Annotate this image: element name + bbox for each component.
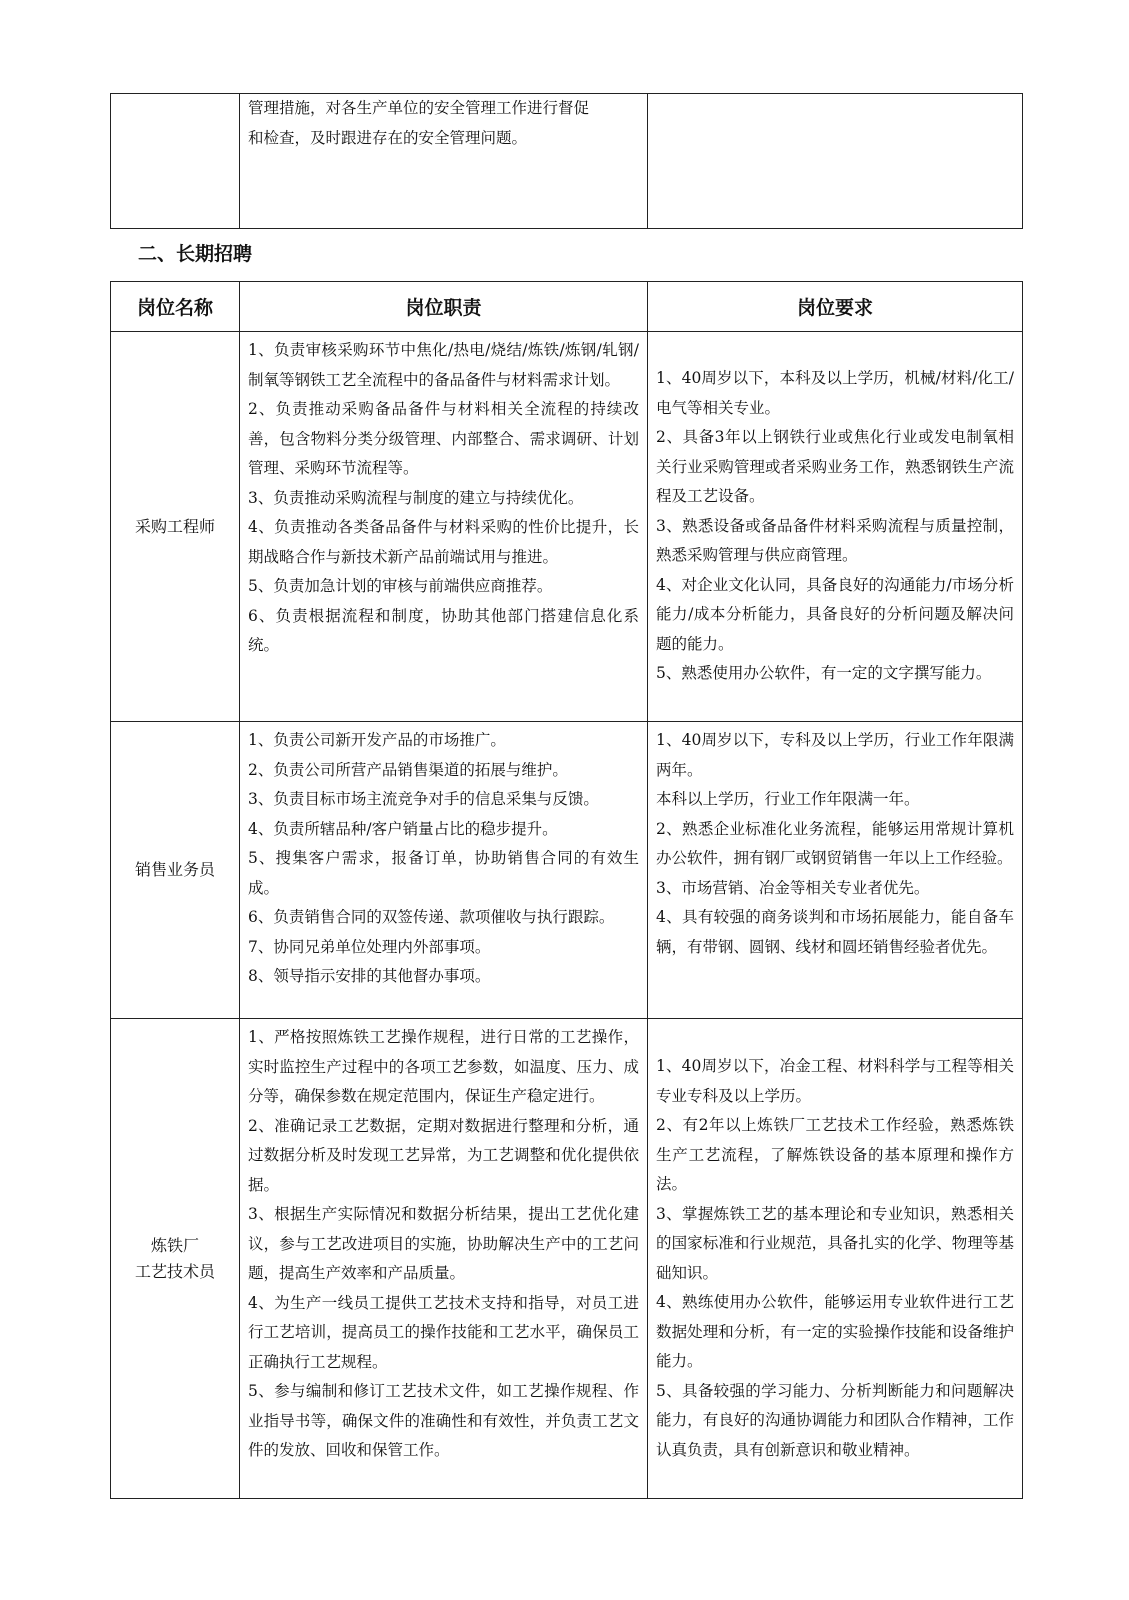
duty-item: 1、负责公司新开发产品的市场推广。 — [248, 731, 506, 749]
requirement-item: 4、熟练使用办公软件，能够运用专业软件进行工艺数据处理和分析，有一定的实验操作技能和设备维护能力。 — [656, 1293, 1014, 1370]
duty-item: 5、参与编制和修订工艺技术文件，如工艺操作规程、作业指导书等，确保文件的准确性和有效性，并负责工艺文件的发放、回收和保管工作。 — [248, 1382, 639, 1459]
header-position-requirements: 岗位要求 — [648, 282, 1023, 332]
requirement-item: 3、市场营销、冶金等相关专业者优先。 — [656, 878, 930, 897]
requirement-item: 3、掌握炼铁工艺的基本理论和专业知识，熟悉相关的国家标准和行业规范，具备扎实的化学、物理等基础知识。 — [656, 1204, 1014, 1282]
continuation-name-cell — [111, 94, 240, 229]
continuation-duty-cell — [240, 94, 648, 229]
requirement-item: 1、40周岁以下，本科及以上学历，机械/材料/化工/电气等相关专业。 — [656, 369, 1014, 417]
position-name: 采购工程师 — [134, 516, 215, 536]
duty-item: 6、负责销售合同的双签传递、款项催收与执行跟踪。 — [248, 908, 615, 926]
requirement-item: 1、40周岁以下，专科及以上学历，行业工作年限满两年。 — [656, 731, 1014, 779]
position-name: 工艺技术员 — [134, 1261, 215, 1281]
continuation-table — [110, 93, 1023, 229]
requirement-item: 3、熟悉设备或备品备件材料采购流程与质量控制，熟悉采购管理与供应商管理。 — [656, 516, 1014, 565]
duty-item: 5、搜集客户需求，报备订单，协助销售合同的有效生成。 — [248, 849, 639, 897]
section-heading: 二、长期招聘 — [138, 243, 253, 265]
position-name-cell — [111, 722, 240, 1019]
requirement-item: 2、有2年以上炼铁厂工艺技术工作经验，熟悉炼铁生产工艺流程，了解炼铁设备的基本原理和操作方法。 — [656, 1116, 1014, 1193]
table-header-row — [111, 282, 1023, 332]
position-name-cell — [111, 332, 240, 722]
table-row — [111, 722, 1023, 1019]
duties-cell — [240, 332, 648, 722]
requirements-cell — [648, 1019, 1023, 1499]
jobs-table — [110, 281, 1023, 1499]
duty-item: 4、负责推动各类备品备件与材料采购的性价比提升，长期战略合作与新技术新产品前端试用与推进。 — [248, 518, 639, 566]
duties-cell — [240, 722, 648, 1019]
duty-item: 3、根据生产实际情况和数据分析结果，提出工艺优化建议，参与工艺改进项目的实施，协助解决生产中的工艺问题，提高生产效率和产品质量。 — [248, 1205, 639, 1282]
position-name: 销售业务员 — [134, 860, 215, 879]
table-row — [111, 332, 1023, 722]
requirements-cell — [648, 332, 1023, 722]
duty-item: 2、负责推动采购备品备件与材料相关全流程的持续改善，包含物料分类分级管理、内部整合、需求调研、计划管理、采购环节流程等。 — [248, 400, 639, 477]
duty-item: 5、负责加急计划的审核与前端供应商推荐。 — [248, 577, 553, 595]
continuation-duty-line: 和检查，及时跟进存在的安全管理问题。 — [248, 128, 528, 147]
duty-item: 2、负责公司所营产品销售渠道的拓展与维护。 — [248, 760, 568, 779]
header-position-duties: 岗位职责 — [240, 282, 648, 332]
duty-item: 1、负责审核采购环节中焦化/热电/烧结/炼铁/炼钢/轧钢/制氧等钢铁工艺全流程中的备品备件与材料需求计划。 — [248, 341, 639, 389]
requirements-cell — [648, 722, 1023, 1019]
requirement-item: 2、熟悉企业标准化业务流程，能够运用常规计算机办公软件，拥有钢厂或钢贸销售一年以上工作经验。 — [656, 819, 1014, 867]
duty-item: 7、协同兄弟单位处理内外部事项。 — [248, 937, 491, 956]
duty-item: 8、领导指示安排的其他督办事项。 — [248, 967, 491, 985]
table-row — [111, 1019, 1023, 1499]
requirement-item: 1、40周岁以下，冶金工程、材料科学与工程等相关专业专科及以上学历。 — [656, 1057, 1014, 1105]
requirement-item: 4、具有较强的商务谈判和市场拓展能力，能自备车辆，有带钢、圆钢、线材和圆坯销售经验者优先。 — [656, 908, 1014, 956]
duty-item: 1、严格按照炼铁工艺操作规程，进行日常的工艺操作，实时监控生产过程中的各项工艺参数，如温度、压力、成分等，确保参数在规定范围内，保证生产稳定进行。 — [248, 1028, 639, 1105]
duty-item: 6、负责根据流程和制度，协助其他部门搭建信息化系统。 — [248, 606, 639, 654]
duty-item: 2、准确记录工艺数据，定期对数据进行整理和分析，通过数据分析及时发现工艺异常，为工艺调整和优化提供依据。 — [248, 1116, 639, 1194]
requirement-item: 2、具备3年以上钢铁行业或焦化行业或发电制氧相关行业采购管理或者采购业务工作，熟悉钢铁生产流程及工艺设备。 — [656, 428, 1014, 506]
duty-item: 4、负责所辖品种/客户销量占比的稳步提升。 — [248, 819, 558, 838]
duties-cell — [240, 1019, 648, 1499]
requirement-item: 本科以上学历，行业工作年限满一年。 — [656, 790, 920, 808]
duty-item: 4、为生产一线员工提供工艺技术支持和指导，对员工进行工艺培训，提高员工的操作技能和工艺水平，确保员工正确执行工艺规程。 — [248, 1293, 639, 1371]
position-name: 炼铁厂 — [150, 1235, 199, 1255]
header-position-name: 岗位名称 — [111, 282, 240, 332]
requirement-item: 5、熟悉使用办公软件，有一定的文字撰写能力。 — [656, 664, 992, 683]
duty-item: 3、负责推动采购流程与制度的建立与持续优化。 — [248, 488, 584, 507]
requirement-item: 5、具备较强的学习能力、分析判断能力和问题解决能力，有良好的沟通协调能力和团队合作精神，工作认真负责，具有创新意识和敬业精神。 — [656, 1381, 1014, 1459]
continuation-row — [111, 94, 1023, 229]
position-name-cell — [111, 1019, 240, 1499]
continuation-duty-line: 管理措施，对各生产单位的安全管理工作进行督促 — [248, 99, 590, 117]
duty-item: 3、负责目标市场主流竞争对手的信息采集与反馈。 — [248, 790, 599, 808]
requirement-item: 4、对企业文化认同，具备良好的沟通能力/市场分析能力/成本分析能力，具备良好的分析问题及解决问题的能力。 — [656, 575, 1014, 653]
continuation-requirement-cell — [648, 94, 1023, 229]
